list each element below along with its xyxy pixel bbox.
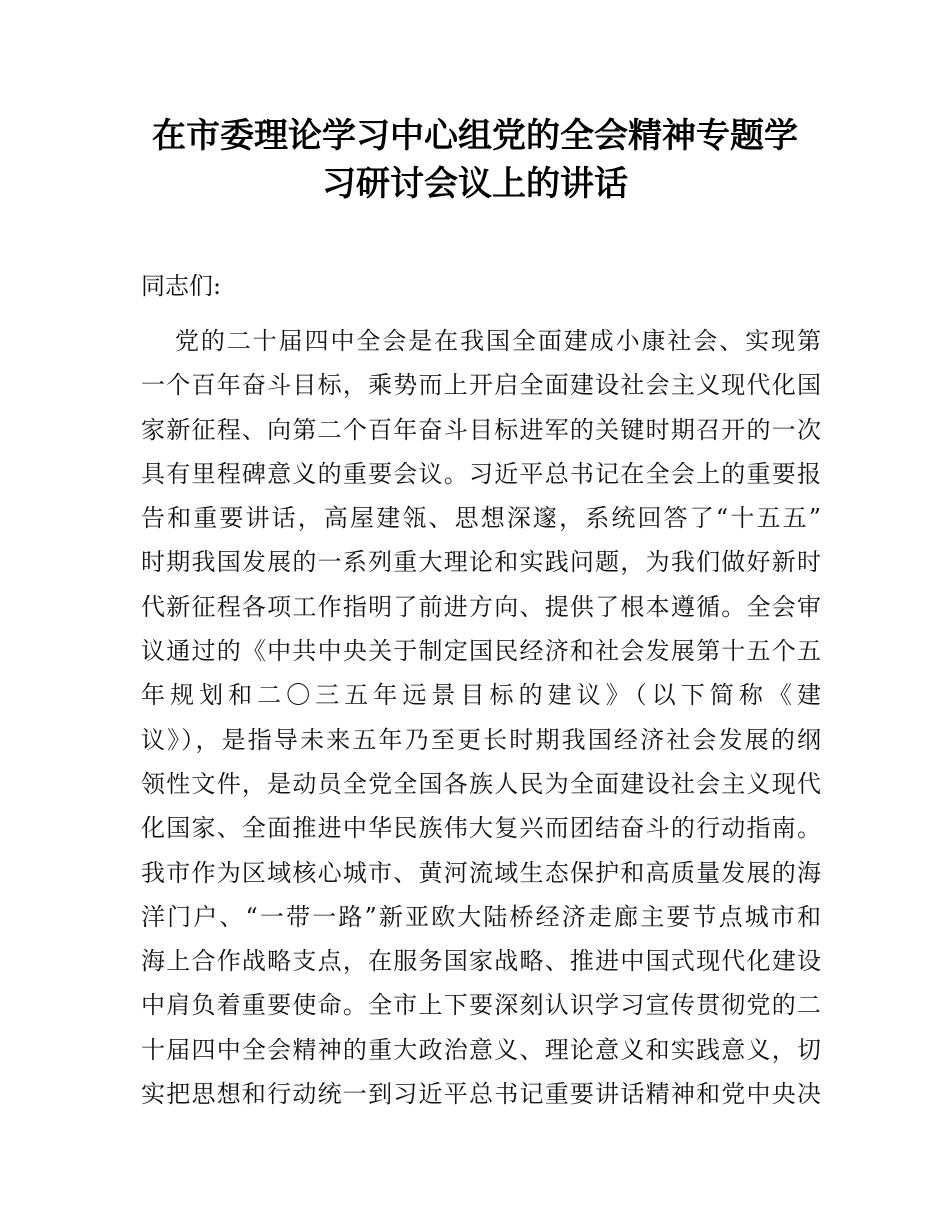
body-line: 党的二十届四中全会是在我国全面建成小康社会、实现第 bbox=[175, 327, 821, 355]
salutation: 同志们: bbox=[141, 272, 222, 300]
body-line: 议通过的《中共中央关于制定国民经济和社会发展第十五个五 bbox=[141, 637, 821, 666]
body-line: 实把思想和行动统一到习近平总书记重要讲话精神和党中央决 bbox=[141, 1080, 821, 1109]
document-title bbox=[120, 112, 830, 208]
body-line: 年规划和二〇三五年远景目标的建议》（以下简称《建 bbox=[141, 681, 821, 710]
body-line: 中肩负着重要使命。全市上下要深刻认识学习宣传贯彻党的二 bbox=[141, 991, 821, 1020]
body-line: 领性文件，是动员全党全国各族人民为全面建设社会主义现代 bbox=[141, 769, 821, 798]
body-line: 我市作为区域核心城市、黄河流域生态保护和高质量发展的海 bbox=[141, 858, 821, 887]
body-line: 告和重要讲话，高屋建瓴、思想深邃，系统回答了“十五五” bbox=[141, 504, 821, 533]
body-line: 议》），是指导未来五年乃至更长时期我国经济社会发展的纲 bbox=[141, 725, 821, 754]
body-line: 化国家、全面推进中华民族伟大复兴而团结奋斗的行动指南。 bbox=[141, 814, 821, 843]
body-line: 十届四中全会精神的重大政治意义、理论意义和实践意义，切 bbox=[141, 1035, 821, 1064]
body-line: 代新征程各项工作指明了前进方向、提供了根本遵循。全会审 bbox=[141, 592, 821, 621]
body-line: 具有里程碑意义的重要会议。习近平总书记在全会上的重要报 bbox=[141, 459, 821, 488]
body-line: 一个百年奋斗目标，乘势而上开启全面建设社会主义现代化国 bbox=[141, 371, 821, 400]
body-line: 海上合作战略支点，在服务国家战略、推进中国式现代化建设 bbox=[141, 947, 821, 976]
body-line: 洋门户、“一带一路”新亚欧大陆桥经济走廊主要节点城市和 bbox=[141, 902, 821, 931]
title-line-1: 在市委理论学习中心组党的全会精神专题学 bbox=[152, 116, 798, 156]
body-line: 时期我国发展的一系列重大理论和实践问题，为我们做好新时 bbox=[141, 548, 821, 577]
body-line: 家新征程、向第二个百年奋斗目标进军的关键时期召开的一次 bbox=[141, 415, 821, 444]
body-paragraph bbox=[141, 319, 821, 1116]
title-line-2: 习研讨会议上的讲话 bbox=[322, 164, 628, 204]
